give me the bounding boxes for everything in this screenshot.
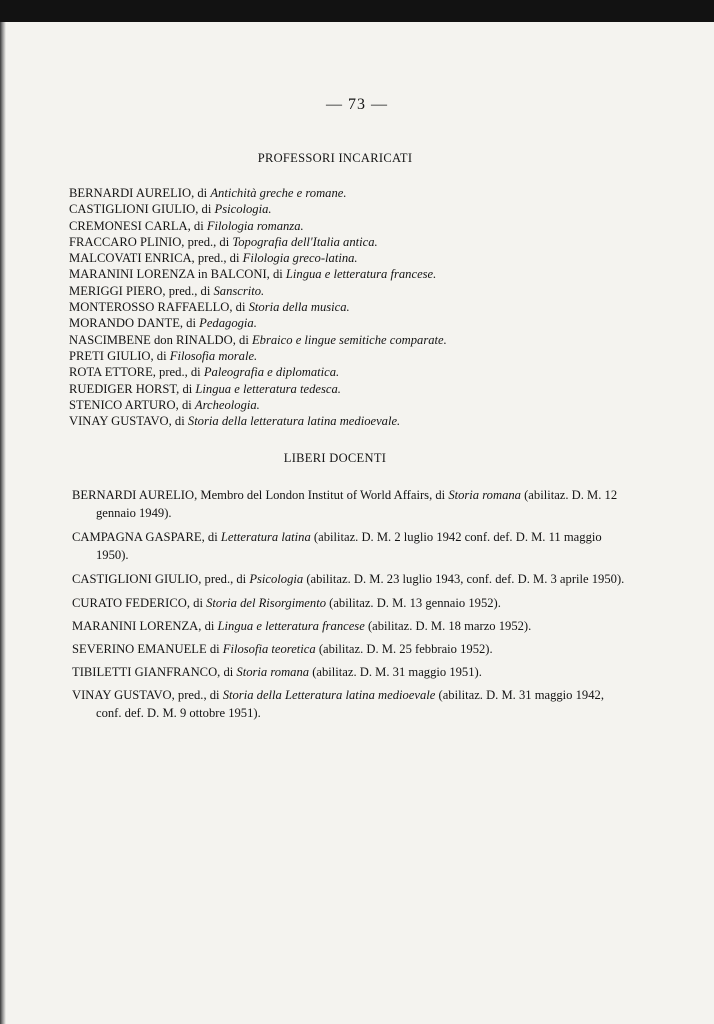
subject: Filologia greco-latina. <box>242 251 358 266</box>
list-item <box>72 570 632 588</box>
person-name: BERNARDI AURELIO, di <box>69 186 211 200</box>
person-name: MARANINI LORENZA in BALCONI, di <box>69 267 286 282</box>
entry-text: CASTIGLIONI GIULIO, pred., di <box>72 572 250 586</box>
person-name: VINAY GUSTAVO, di <box>69 414 188 429</box>
subject: Filologia romanza. <box>206 218 304 233</box>
list-item <box>69 348 669 364</box>
entry-text: BERNARDI AURELIO, Membro del London Institut of World Affairs, di <box>72 488 449 502</box>
list-item <box>72 640 632 658</box>
entry-text: MARANINI LORENZA, di <box>72 619 218 633</box>
entry-text: SEVERINO EMANUELE di <box>72 642 223 656</box>
list-item <box>69 381 669 397</box>
person-name: ROTA ETTORE, pred., di <box>69 365 204 380</box>
subject: Letteratura latina <box>220 530 311 544</box>
entry-qualification: (abilitaz. D. M. 25 febbraio 1952). <box>315 642 493 656</box>
scan-top-border <box>0 0 714 22</box>
entry-text: VINAY GUSTAVO, pred., di <box>72 688 223 702</box>
list-item <box>69 332 669 348</box>
list-item <box>69 250 669 266</box>
person-name: MALCOVATI ENRICA, pred., di <box>69 251 243 266</box>
list-item <box>69 266 669 282</box>
subject: Psicologia <box>249 572 304 586</box>
entry-qualification: (abilitaz. D. M. 13 gennaio 1952). <box>326 596 501 610</box>
subject: Storia del Risorgimento <box>206 596 326 610</box>
person-name: MORANDO DANTE, di <box>69 316 200 331</box>
entry-qualification: (abilitaz. D. M. 31 maggio 1942, conf. def. D. M. 9 ottobre 1951). <box>96 688 604 720</box>
professori-incaricati-list <box>69 185 669 429</box>
list-item <box>69 413 669 429</box>
subject: Storia della Letteratura latina medioevale <box>222 688 436 702</box>
subject: Psicologia. <box>214 202 272 217</box>
subject: Lingua e letteratura francese. <box>285 267 437 282</box>
entry-qualification: (abilitaz. D. M. 18 marzo 1952). <box>364 619 532 633</box>
list-item <box>69 201 669 217</box>
entry-qualification: (abilitaz. D. M. 2 luglio 1942 conf. def. D. M. 11 maggio 1950). <box>96 530 602 562</box>
list-item <box>69 185 669 201</box>
list-item <box>69 315 669 331</box>
list-item <box>69 397 669 413</box>
subject: Sanscrito. <box>213 283 265 298</box>
subject: Filosofia morale. <box>169 348 258 363</box>
section-heading-professori-incaricati: PROFESSORI INCARICATI <box>257 151 413 165</box>
person-name: RUEDIGER HORST, di <box>69 381 196 396</box>
scan-left-edge <box>0 22 6 1024</box>
person-name: CREMONESI CARLA, di <box>69 218 207 233</box>
subject: Storia romana <box>448 488 521 502</box>
person-name: MERIGGI PIERO, pred., di <box>69 283 214 298</box>
list-item <box>72 617 632 635</box>
subject: Pedagogia. <box>199 316 257 331</box>
entry-qualification: (abilitaz. D. M. 12 gennaio 1949). <box>96 488 618 520</box>
entry-qualification: (abilitaz. D. M. 31 maggio 1951). <box>309 665 482 679</box>
subject: Archeologia. <box>194 397 260 412</box>
list-item <box>69 218 669 234</box>
subject: Lingua e letteratura francese <box>217 619 365 633</box>
liberi-docenti-list <box>72 486 632 728</box>
entry-text: TIBILETTI GIANFRANCO, di <box>72 665 237 679</box>
list-item <box>69 299 669 315</box>
list-item <box>72 528 632 564</box>
subject: Paleografia e diplomatica. <box>203 365 340 380</box>
list-item <box>72 594 632 612</box>
subject: Ebraico e lingue semitiche comparate. <box>251 332 447 347</box>
page-number: — 73 — <box>326 96 388 113</box>
subject: Lingua e letteratura tedesca. <box>195 381 341 396</box>
entry-text: CAMPAGNA GASPARE, di <box>72 530 221 544</box>
person-name: MONTEROSSO RAFFAELLO, di <box>69 300 249 315</box>
subject: Filosofia teoretica <box>222 642 316 656</box>
subject: Antichità greche e romane. <box>210 186 347 200</box>
person-name: STENICO ARTURO, di <box>69 397 195 412</box>
entry-qualification: (abilitaz. D. M. 23 luglio 1943, conf. def. D. M. 3 aprile 1950). <box>303 572 625 586</box>
person-name: NASCIMBENE don RINALDO, di <box>69 332 252 347</box>
person-name: PRETI GIULIO, di <box>69 348 170 363</box>
subject: Storia della musica. <box>248 300 350 315</box>
list-item <box>72 686 632 722</box>
list-item <box>72 486 632 522</box>
list-item <box>69 283 669 299</box>
list-item <box>72 663 632 681</box>
subject: Storia della letteratura latina medioevale. <box>187 414 401 429</box>
person-name: CASTIGLIONI GIULIO, di <box>69 202 215 217</box>
subject: Storia romana <box>236 665 310 679</box>
person-name: FRACCARO PLINIO, pred., di <box>69 234 233 249</box>
section-heading-liberi-docenti: LIBERI DOCENTI <box>283 451 387 465</box>
subject: Topografia dell'Italia antica. <box>232 234 378 249</box>
entry-text: CURATO FEDERICO, di <box>72 596 207 610</box>
list-item <box>69 364 669 380</box>
list-item <box>69 234 669 250</box>
